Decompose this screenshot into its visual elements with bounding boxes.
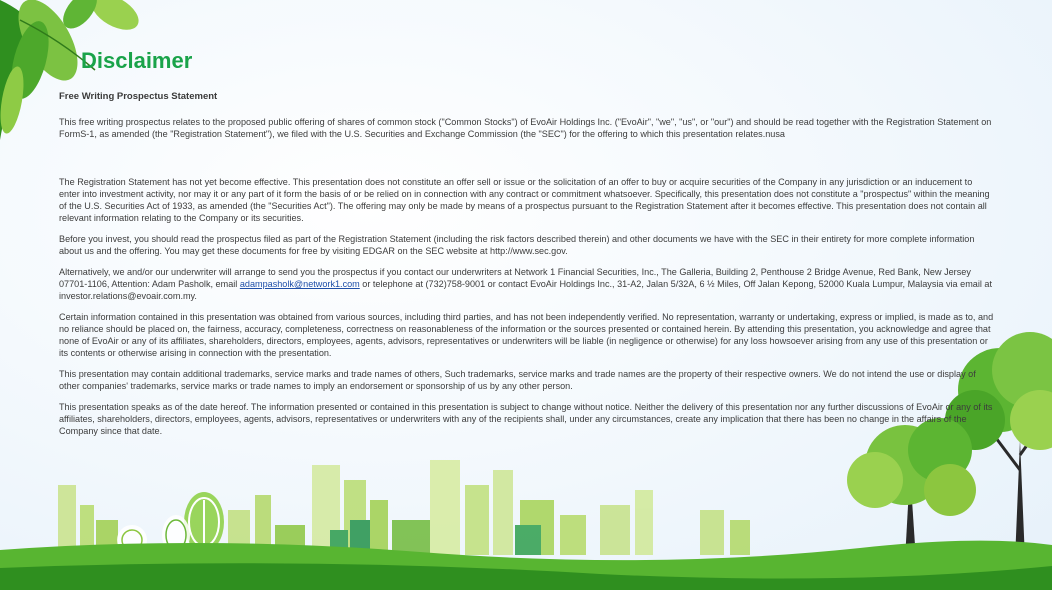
paragraph-trademarks: This presentation may contain additional trademarks, service marks and trade names of others, Such trademarks, service marks and trade names are the property of their respective owners. We do not intend the use or display of other companies' trademarks, service marks or trade names to imply an endorsement or sponsorship of us by any other person. [59, 369, 976, 391]
paragraph-before-invest: Before you invest, you should read the prospectus filed as part of the Registration Statement (including the risk factors described therein) and other documents we have with the SEC in their entirety for more complete information about us and the offering. You may get these documents for free by visiting EDGAR on the SEC website at http://www.sec.gov. [59, 234, 975, 256]
paragraph-contact [59, 266, 995, 302]
disclaimer-body [59, 116, 995, 437]
page-title: Disclaimer [81, 48, 193, 73]
contact-text-after: or telephone at (732)758-9001 or contact EvoAir Holdings Inc., 31-A2, Jalan 5/32A, 6 ½ Miles, Off Jalan Kepong, 52000 Kuala Lumpur, Malaysia via email at investor.relations@evoair.com.my. [59, 279, 992, 301]
city-skyline [58, 460, 750, 555]
paragraph-third-party: Certain information contained in this presentation was obtained from various sources, including third parties, and has not been independently verified. No representation, warranty or undertaking, express or implied, is made as to, and no reliance should be placed on, the fairness, accuracy, completeness, correctness on reasonableness of the information or the sources presented or contained herein. By attending this presentation, you acknowledge and agree that none of EvoAir or any of its affiliates, shareholders, directors, employees, agents, advisors, representatives or underwriters will be liable (in negligence or otherwise) for any loss howsoever arising from any use of this presentation or its contents or otherwise arising in connection with the presentation. [59, 312, 994, 358]
section-subtitle: Free Writing Prospectus Statement [59, 91, 218, 102]
paragraph-date: This presentation speaks as of the date hereof. The information presented or contained in this presentation is subject to change without notice. Neither the delivery of this presentation nor any further discussions of EvoAir or any of its affiliates, shareholders, directors, employees, agents, advisors, representatives or underwriters with any of the recipients shall, under any circumstances, create any implication that there has been no change in the affairs of the Company since that date. [59, 402, 993, 436]
paragraph-registration: The Registration Statement has not yet become effective. This presentation does not constitute an offer sell or issue or the solicitation of an offer to buy or acquire securities of the Company in any jurisdiction or an inducement to enter into investment activity, nor may it or any part of it form the basis of or be relied on in connection with any contract or commitment whatsoever. Specifically, this presentation does not constitute a "prospectus" within the meaning of the U.S. Securities Act of 1933, as amended (the "Securities Act"). The offering may only be made by means of a prospectus pursuant to the Registration Statement after it becomes effective. This presentation does not contain all relevant information relating to the Company or its securities. [59, 177, 990, 223]
email-link[interactable]: adampasholk@network1.com [239, 279, 360, 289]
contact-text-before: Alternatively, we and/or our underwriter will arrange to send you the prospectus if you contact our underwriters at Network 1 Financial Securities, Inc., The Galleria, Building 2, Penthouse 2 Bridge Avenue, Red Bank, New Jersey 07701-1106, Attention: Adam Pasholk, email [59, 267, 971, 289]
paragraph-offering: This free writing prospectus relates to the proposed public offering of shares of common stock ("Common Stocks") of EvoAir Holdings Inc. ("EvoAir", "we", "us", or "our") and should be read together with the Registration Statement on FormS-1, as amended (the "Registration Statement"), we filed with the U.S. Securities and Exchange Commission (the "SEC") for the offering to which this presentation relates.nusa [59, 117, 992, 139]
